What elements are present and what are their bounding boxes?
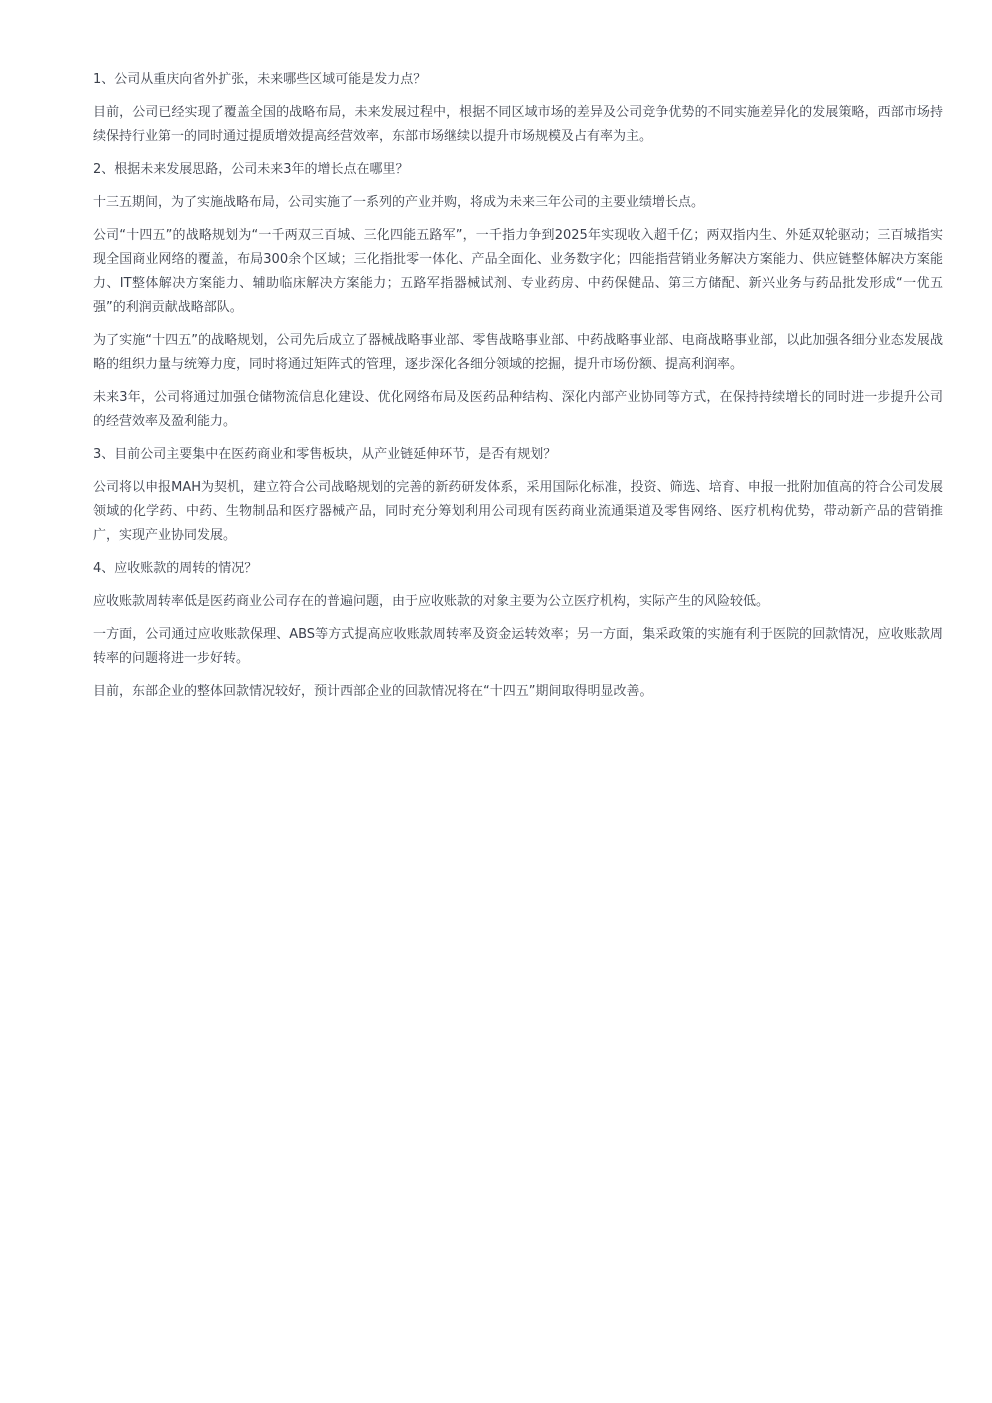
answer-4-paragraph-3: 目前，东部企业的整体回款情况较好，预计西部企业的回款情况将在“十四五”期间取得明显改善。 <box>93 684 653 699</box>
question-1: 1、公司从重庆向省外扩张，未来哪些区域可能是发力点？ <box>93 72 427 87</box>
document-body <box>93 68 943 713</box>
answer-4-paragraph-2: 一方面，公司通过应收账款保理、ABS等方式提高应收账款周转率及资金运转效率；另一方面，集采政策的实施有利于医院的回款情况，应收账款周转率的问题将进一步好转。 <box>93 627 943 666</box>
answer-4-paragraph-1: 应收账款周转率低是医药商业公司存在的普遍问题，由于应收账款的对象主要为公立医疗机构，实际产生的风险较低。 <box>93 594 770 609</box>
answer-2-paragraph-3: 为了实施“十四五”的战略规划，公司先后成立了器械战略事业部、零售战略事业部、中药战略事业部、电商战略事业部，以此加强各细分业态发展战略的组织力量与统筹力度，同时将通过矩阵式的管理，逐步深化各细分领域的挖掘，提升市场份额、提高利润率。 <box>93 333 943 372</box>
answer-2-paragraph-1: 十三五期间，为了实施战略布局，公司实施了一系列的产业并购，将成为未来三年公司的主要业绩增长点。 <box>93 195 705 210</box>
question-4: 4、应收账款的周转的情况？ <box>93 561 258 576</box>
question-2: 2、根据未来发展思路，公司未来3年的增长点在哪里？ <box>93 162 409 177</box>
answer-2-paragraph-4: 未来3年，公司将通过加强仓储物流信息化建设、优化网络布局及医药品种结构、深化内部产业协同等方式，在保持持续增长的同时进一步提升公司的经营效率及盈利能力。 <box>93 390 943 429</box>
answer-3-paragraph-1: 公司将以申报MAH为契机，建立符合公司战略规划的完善的新药研发体系，采用国际化标准，投资、筛选、培育、申报一批附加值高的符合公司发展领域的化学药、中药、生物制品和医疗器械产品，同时充分筹划利用公司现有医药商业流通渠道及零售网络、医疗机构优势，带动新产品的营销推广，实现产业协同发展。 <box>93 480 943 543</box>
answer-2-paragraph-2: 公司“十四五”的战略规划为“一千两双三百城、三化四能五路军”，一千指力争到2025年实现收入超千亿；两双指内生、外延双轮驱动；三百城指实现全国商业网络的覆盖，布局300余个区域；三化指批零一体化、产品全面化、业务数字化；四能指营销业务解决方案能力、供应链整体解决方案能力、IT整体解决方案能力、辅助临床解决方案能力；五路军指器械试剂、专业药房、中药保健品、第三方储配、新兴业务与药品批发形成“一优五强”的利润贡献战略部队。 <box>93 228 943 315</box>
answer-1-paragraph-1: 目前，公司已经实现了覆盖全国的战略布局，未来发展过程中，根据不同区域市场的差异及公司竞争优势的不同实施差异化的发展策略，西部市场持续保持行业第一的同时通过提质增效提高经营效率，东部市场继续以提升市场规模及占有率为主。 <box>93 105 943 144</box>
question-3: 3、目前公司主要集中在医药商业和零售板块，从产业链延伸环节，是否有规划？ <box>93 447 557 462</box>
